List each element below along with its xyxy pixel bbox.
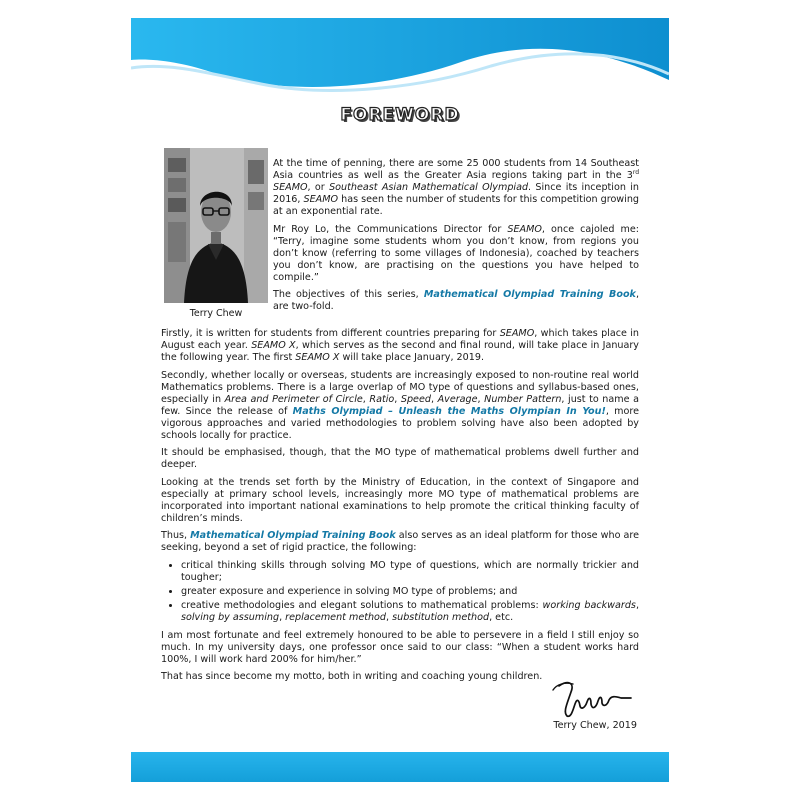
book-title-highlight: Mathematical Olympiad Training Book	[423, 289, 636, 300]
list-item: • critical thinking skills through solving MO type of questions, which are normally trickier and tougher;	[181, 560, 639, 584]
intro-text-block	[273, 158, 639, 319]
paragraph-3: The objectives of this series, Mathematical Olympiad Training Book, are two-fold.	[273, 289, 639, 312]
paragraph-6: It should be emphasised, though, that the MO type of mathematical problems dwell further and deeper.	[161, 447, 639, 470]
paragraph-8: Thus, Mathematical Olympiad Training Book also serves as an ideal platform for those who are seeking, beyond a set of rigid practice, the following:	[161, 530, 639, 553]
author-photo	[164, 148, 268, 303]
paragraph-7: Looking at the trends set forth by the Ministry of Education, in the context of Singapore and especially at primary school levels, increasingly more MO type of mathematical problems are incorporated into important national examinations to help promote the critical thinking faculty of children’s minds.	[161, 476, 639, 524]
list-item: • greater exposure and experience in solving MO type of problems; and	[181, 586, 639, 598]
header-wave-banner	[131, 18, 669, 98]
paragraph-4: Firstly, it is written for students from different countries preparing for SEAMO, which takes place in August each year. SEAMO X, which serves as the second and final round, will take place in January the following year. The first SEAMO X will take place January, 2019.	[161, 328, 639, 363]
paragraph-10: That has since become my motto, both in writing and coaching young children.	[161, 671, 543, 682]
objectives-list	[161, 560, 639, 624]
list-item: • creative methodologies and elegant solutions to mathematical problems: working backwards, solving by assuming, replacement method, substitution method, etc.	[181, 600, 639, 624]
book-title-highlight: Mathematical Olympiad Training Book	[190, 530, 396, 541]
signature-name: Terry Chew, 2019	[553, 720, 637, 731]
paragraph-1: At the time of penning, there are some 25 000 students from 14 Southeast Asia countries as well as the Greater Asia regions taking part in the 3rd SEAMO, or Southeast Asian Mathematical Olympiad. Since its inception in 2016, SEAMO has seen the number of students for this competition growing at an exponential rate.	[273, 158, 640, 217]
handwritten-signature	[545, 676, 635, 722]
book-title-highlight: Maths Olympiad – Unleash the Maths Olympian In You!	[292, 405, 606, 417]
paragraph-2: Mr Roy Lo, the Communications Director for SEAMO, once cajoled me: “Terry, imagine some students whom you don’t know, from regions you don’t know (referring to some villages of Indonesia), coached by teachers you don’t know, are practising on the questions you have helped to compile.”	[273, 223, 639, 283]
footer-bar	[131, 752, 669, 782]
body-text-block	[161, 328, 639, 689]
author-portrait-image	[164, 148, 268, 303]
photo-caption: Terry Chew	[189, 308, 243, 319]
paragraph-5: Secondly, whether locally or overseas, students are increasingly exposed to non-routine real world Mathematics problems. There is a large overlap of MO type of questions and syllabus-based ones, especially in Area and Perimeter of Circle, Ratio, Speed, Average, Number Pattern, just to name a few. Since the release of Maths Olympiad – Unleash the Maths Olympian In You!, more vigorous approaches and varied methodologies to problem solving have also been adopted by schools locally for practice.	[161, 369, 639, 441]
document-page	[131, 18, 669, 782]
page-title: FOREWORD	[340, 105, 460, 125]
paragraph-9: I am most fortunate and feel extremely honoured to be able to persevere in a field I still enjoy so much. In my university days, one professor once said to our class: “When a student works hard 100%, I will work hard 200% for him/her.”	[161, 629, 639, 665]
